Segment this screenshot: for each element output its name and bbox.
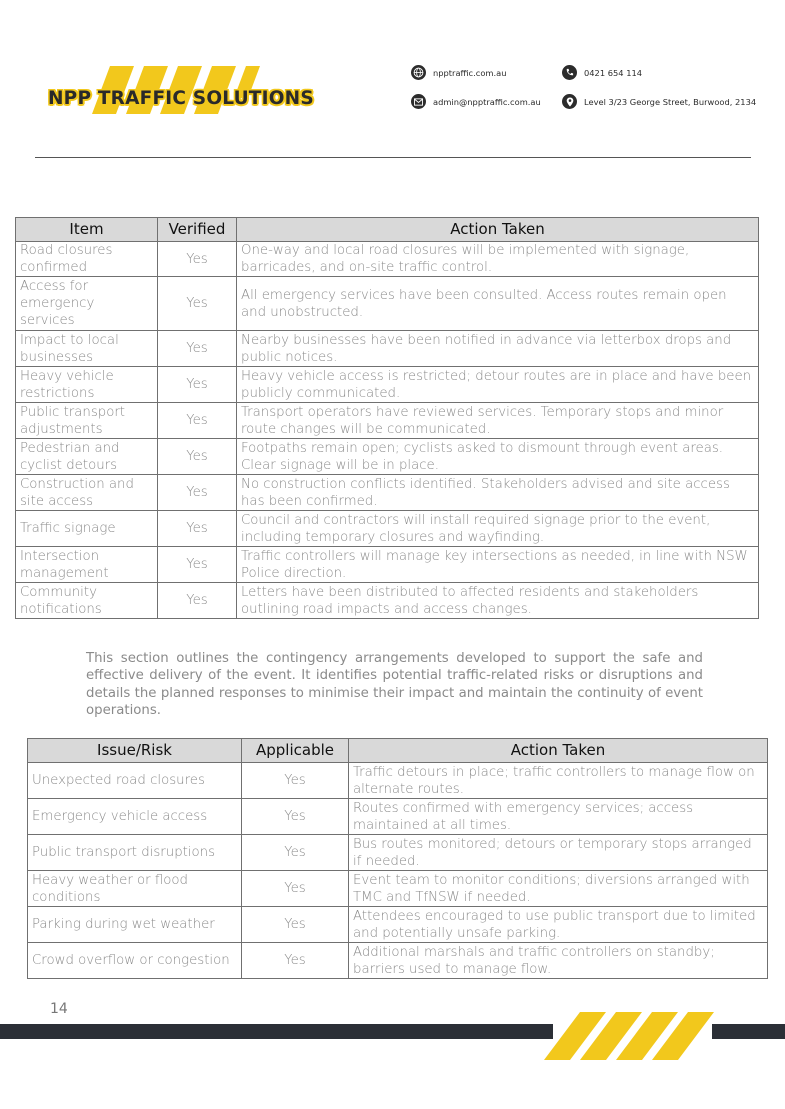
action-cell: Event team to monitor conditions; diversions arranged with TMC and TfNSW if needed. [349,871,768,907]
table-row [16,277,759,331]
applicable-cell: Yes [242,799,349,835]
contingency-paragraph: This section outlines the contingency arrangements developed to support the safe and effective delivery of the event. It identifies potential traffic-related risks or disruptions and details the planned responses to minimise their impact and maintain the continuity of event operations. [86,651,703,718]
contingency-table [27,738,768,979]
column-header: Applicable [242,739,349,763]
table-row [16,511,759,547]
action-cell: Additional marshals and traffic controllers on standby; barriers used to manage flow. [349,943,768,979]
phone-contact [562,65,642,80]
table-row [16,367,759,403]
item-cell: Pedestrian and cyclist detours [16,439,158,475]
item-cell: Access for emergency services [16,277,158,331]
verified-cell: Yes [158,403,237,439]
issue-cell: Crowd overflow or congestion [28,943,242,979]
table-row [16,475,759,511]
applicable-cell: Yes [242,835,349,871]
website-text[interactable]: npptraffic.com.au [433,67,507,78]
verified-cell: Yes [158,367,237,403]
table-row [16,331,759,367]
table-row [16,439,759,475]
action-cell: Bus routes monitored; detours or temporary stops arranged if needed. [349,835,768,871]
column-header: Action Taken [349,739,768,763]
verified-cell: Yes [158,511,237,547]
item-cell: Public transport adjustments [16,403,158,439]
website-contact [411,65,506,80]
email-contact [411,94,541,109]
verified-cell: Yes [158,439,237,475]
issue-cell: Parking during wet weather [28,907,242,943]
action-cell: Nearby businesses have been notified in advance via letterbox drops and public notices. [237,331,759,367]
table-header-row [16,218,759,242]
table-row [16,547,759,583]
issue-cell: Heavy weather or flood conditions [28,871,242,907]
action-cell: All emergency services have been consulted. Access routes remain open and unobstructed. [237,277,759,331]
item-cell: Intersection management [16,547,158,583]
item-cell: Traffic signage [16,511,158,547]
company-logo [44,66,314,116]
logo-wordmark: NPP TRAFFIC SOLUTIONS [48,88,314,109]
header-divider [35,157,751,158]
action-cell: Letters have been distributed to affected residents and stakeholders outlining road impacts and access changes. [237,583,759,619]
table-row [28,799,768,835]
action-cell: One-way and local road closures will be implemented with signage, barricades, and on-site traffic control. [237,242,759,277]
action-cell: Transport operators have reviewed services. Temporary stops and minor route changes will be communicated. [237,403,759,439]
email-text[interactable]: admin@npptraffic.com.au [433,96,541,107]
footer-stripes [540,1010,720,1062]
footer-bar [712,1024,785,1039]
action-cell: Heavy vehicle access is restricted; detour routes are in place and have been publicly communicated. [237,367,759,403]
page-number: 14 [50,1001,68,1017]
item-cell: Community notifications [16,583,158,619]
verified-cell: Yes [158,277,237,331]
issue-cell: Emergency vehicle access [28,799,242,835]
item-cell: Heavy vehicle restrictions [16,367,158,403]
action-cell: Traffic detours in place; traffic controllers to manage flow on alternate routes. [349,763,768,799]
location-pin-icon [562,94,577,109]
phone-text[interactable]: 0421 654 114 [584,67,643,78]
issue-cell: Unexpected road closures [28,763,242,799]
action-cell: No construction conflicts identified. Stakeholders advised and site access has been confirmed. [237,475,759,511]
mail-icon [411,94,426,109]
action-cell: Traffic controllers will manage key intersections as needed, in line with NSW Police direction. [237,547,759,583]
column-header: Verified [158,218,237,242]
item-cell: Impact to local businesses [16,331,158,367]
applicable-cell: Yes [242,907,349,943]
verified-cell: Yes [158,583,237,619]
action-cell: Footpaths remain open; cyclists asked to dismount through event areas. Clear signage will be in place. [237,439,759,475]
applicable-cell: Yes [242,871,349,907]
address-contact [562,94,756,109]
globe-icon [411,65,426,80]
issue-cell: Public transport disruptions [28,835,242,871]
phone-icon [562,65,577,80]
table-header-row [28,739,768,763]
table-row [16,583,759,619]
item-cell: Construction and site access [16,475,158,511]
verified-cell: Yes [158,475,237,511]
applicable-cell: Yes [242,763,349,799]
table-row [28,763,768,799]
table-row [16,242,759,277]
verified-cell: Yes [158,242,237,277]
table-row [28,943,768,979]
table-row [28,907,768,943]
address-text: Level 3/23 George Street, Burwood, 2134 [584,96,757,107]
table-row [16,403,759,439]
column-header: Issue/Risk [28,739,242,763]
column-header: Item [16,218,158,242]
column-header: Action Taken [237,218,759,242]
verified-cell: Yes [158,547,237,583]
footer-bar [0,1024,553,1039]
action-cell: Council and contractors will install required signage prior to the event, including temporary closures and wayfinding. [237,511,759,547]
item-cell: Road closures confirmed [16,242,158,277]
table-row [28,871,768,907]
table-row [28,835,768,871]
action-cell: Routes confirmed with emergency services; access maintained at all times. [349,799,768,835]
verification-table [15,217,759,619]
verified-cell: Yes [158,331,237,367]
action-cell: Attendees encouraged to use public transport due to limited and potentially unsafe parking. [349,907,768,943]
applicable-cell: Yes [242,943,349,979]
